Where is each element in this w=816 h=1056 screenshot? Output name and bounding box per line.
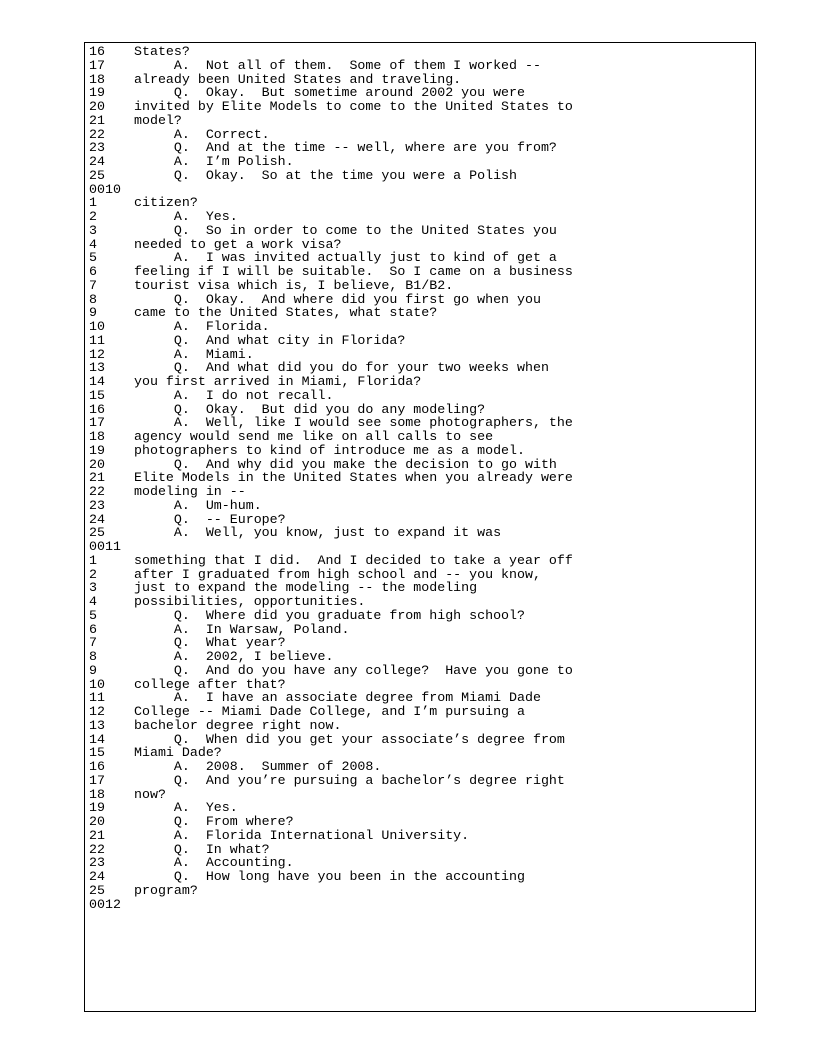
line-number: 16 (89, 44, 105, 59)
transcript-line (89, 678, 751, 692)
line-text: tourist visa which is, I believe, B1/B2. (134, 277, 454, 293)
transcript-line (89, 568, 751, 582)
line-number: 22 (89, 841, 105, 857)
line-number: 9 (89, 662, 97, 678)
transcript-line (89, 59, 751, 73)
line-number: 20 (89, 814, 105, 829)
transcript-line (89, 155, 751, 169)
line-text: citizen? (134, 195, 198, 211)
line-number: 20 (89, 456, 105, 472)
transcript-page-frame (84, 42, 756, 1012)
transcript-line (89, 45, 751, 59)
line-number: 12 (89, 346, 105, 362)
line-number: 18 (89, 429, 105, 444)
transcript-line (89, 141, 751, 155)
line-number: 14 (89, 731, 105, 747)
transcript-line (89, 458, 751, 472)
line-number: 2 (89, 209, 97, 224)
line-number: 10 (89, 319, 105, 334)
line-text: Q. From where? (134, 814, 294, 829)
line-number: 20 (89, 99, 105, 114)
transcript-line (89, 774, 751, 788)
line-text: Q. And at the time -- well, where are you from? (134, 140, 557, 156)
line-text: A. Florida. (134, 319, 270, 334)
deposition-transcript (89, 45, 751, 911)
line-number: 1 (89, 552, 97, 568)
line-text: just to expand the modeling -- the modeling (134, 580, 478, 596)
line-text: A. Miami. (134, 346, 254, 362)
line-text: agency would send me like on all calls to see (134, 429, 494, 444)
transcript-line (89, 389, 751, 403)
line-number: 19 (89, 442, 105, 458)
line-number: 19 (89, 85, 105, 101)
page-number-marker: 0010 (89, 181, 121, 197)
line-number: 3 (89, 580, 97, 596)
line-number: 11 (89, 690, 105, 706)
line-number: 21 (89, 470, 105, 486)
transcript-line (89, 238, 751, 252)
line-number: 17 (89, 415, 105, 431)
line-text: States? (134, 44, 190, 59)
line-number: 3 (89, 222, 97, 238)
line-number: 23 (89, 497, 105, 513)
line-text: Q. Where did you graduate from high school? (134, 607, 525, 623)
line-text: Q. So in order to come to the United States you (134, 222, 557, 238)
transcript-line (89, 375, 751, 389)
line-text: Q. Okay. But sometime around 2002 you were (134, 85, 525, 101)
transcript-line (89, 128, 751, 142)
transcript-line (89, 733, 751, 747)
line-text: A. In Warsaw, Poland. (134, 621, 350, 637)
line-text: photographers to kind of introduce me as a model. (134, 442, 525, 458)
line-number: 21 (89, 112, 105, 128)
transcript-line (89, 856, 751, 870)
line-number: 4 (89, 236, 97, 252)
transcript-line (89, 843, 751, 857)
line-text: A. Yes. (134, 209, 238, 224)
line-number: 21 (89, 827, 105, 843)
transcript-line (89, 348, 751, 362)
line-number: 19 (89, 800, 105, 816)
line-number: 16 (89, 401, 105, 417)
transcript-line (89, 788, 751, 802)
line-number: 6 (89, 264, 97, 279)
line-text: A. I’m Polish. (134, 154, 294, 169)
transcript-line (89, 196, 751, 210)
line-number: 17 (89, 57, 105, 73)
transcript-line (89, 306, 751, 320)
line-number: 25 (89, 525, 105, 541)
transcript-line (89, 403, 751, 417)
line-text: program? (134, 882, 198, 898)
transcript-line (89, 224, 751, 238)
transcript-line (89, 265, 751, 279)
transcript-line (89, 86, 751, 100)
line-number: 1 (89, 195, 97, 211)
line-text: Q. -- Europe? (134, 511, 286, 527)
line-number: 16 (89, 759, 105, 774)
line-text: Q. In what? (134, 841, 270, 857)
transcript-line (89, 169, 751, 183)
transcript-line (89, 279, 751, 293)
transcript-line (89, 334, 751, 348)
line-number: 7 (89, 277, 97, 293)
transcript-line (89, 416, 751, 430)
transcript-line (89, 361, 751, 375)
line-text: Q. Okay. And where did you first go when you (134, 291, 541, 307)
transcript-line (89, 760, 751, 774)
line-text: Q. And what city in Florida? (134, 332, 406, 348)
line-text: bachelor degree right now. (134, 717, 342, 733)
line-text: Elite Models in the United States when you already were (134, 470, 573, 486)
line-text: A. Yes. (134, 800, 238, 816)
transcript-line (89, 595, 751, 609)
line-number: 12 (89, 704, 105, 719)
transcript-line (89, 623, 751, 637)
transcript-line (89, 719, 751, 733)
transcript-line (89, 471, 751, 485)
line-number: 15 (89, 387, 105, 403)
transcript-line (89, 554, 751, 568)
transcript-line (89, 499, 751, 513)
line-number: 25 (89, 167, 105, 183)
transcript-line (89, 801, 751, 815)
line-text: model? (134, 112, 182, 128)
line-number: 8 (89, 291, 97, 307)
line-text: feeling if I will be suitable. So I came on a business (134, 264, 573, 279)
line-text: invited by Elite Models to come to the United States to (134, 99, 573, 114)
line-text: A. 2008. Summer of 2008. (134, 759, 382, 774)
transcript-line (89, 884, 751, 898)
line-number: 23 (89, 855, 105, 871)
transcript-line (89, 526, 751, 540)
transcript-line (89, 485, 751, 499)
transcript-line (89, 293, 751, 307)
line-text: needed to get a work visa? (134, 236, 342, 252)
line-number: 5 (89, 607, 97, 623)
line-number: 18 (89, 786, 105, 802)
line-number: 24 (89, 869, 105, 884)
page-number-marker: 0011 (89, 539, 121, 554)
line-text: already been United States and traveling. (134, 71, 462, 87)
line-text: A. Well, you know, just to expand it was (134, 525, 502, 541)
line-text: A. Florida International University. (134, 827, 470, 843)
line-text: something that I did. And I decided to take a year off (134, 552, 573, 568)
line-number: 23 (89, 140, 105, 156)
line-text: possibilities, opportunities. (134, 594, 366, 609)
line-text: college after that? (134, 676, 286, 692)
transcript-line (89, 251, 751, 265)
line-number: 7 (89, 635, 97, 651)
line-text: you first arrived in Miami, Florida? (134, 374, 422, 389)
transcript-line (89, 320, 751, 334)
line-text: Q. What year? (134, 635, 286, 651)
transcript-line (89, 664, 751, 678)
transcript-line (89, 513, 751, 527)
line-number: 25 (89, 882, 105, 898)
line-text: A. Well, like I would see some photographers, the (134, 415, 573, 431)
transcript-line (89, 100, 751, 114)
line-number: 10 (89, 676, 105, 692)
transcript-line (89, 114, 751, 128)
transcript-line (89, 210, 751, 224)
transcript-line (89, 650, 751, 664)
transcript-line (89, 444, 751, 458)
line-text: Q. How long have you been in the accounting (134, 869, 525, 884)
line-text: modeling in -- (134, 484, 246, 499)
line-text: Q. Okay. So at the time you were a Polish (134, 167, 518, 183)
line-text: A. Correct. (134, 126, 270, 142)
transcript-line (89, 581, 751, 595)
page-number-marker: 0012 (89, 896, 121, 912)
line-text: A. I have an associate degree from Miami Dade (134, 690, 541, 706)
transcript-line (89, 815, 751, 829)
line-text: Q. And do you have any college? Have you gone to (134, 662, 573, 678)
transcript-line (89, 829, 751, 843)
transcript-line (89, 746, 751, 760)
line-text: A. Not all of them. Some of them I worked -- (134, 57, 541, 73)
line-number: 17 (89, 772, 105, 788)
line-text: came to the United States, what state? (134, 305, 438, 321)
transcript-line (89, 609, 751, 623)
line-number: 11 (89, 332, 105, 348)
transcript-line (89, 691, 751, 705)
line-text: A. Um-hum. (134, 497, 262, 513)
line-number: 8 (89, 649, 97, 664)
line-text: College -- Miami Dade College, and I’m pursuing a (134, 704, 525, 719)
line-text: A. Accounting. (134, 855, 294, 871)
line-text: Miami Dade? (134, 745, 222, 761)
line-text: Q. Okay. But did you do any modeling? (134, 401, 486, 417)
line-text: Q. And why did you make the decision to go with (134, 456, 557, 472)
line-number: 18 (89, 71, 105, 87)
line-number: 2 (89, 566, 97, 582)
line-text: now? (134, 786, 166, 802)
line-text: Q. When did you get your associate’s degree from (134, 731, 565, 747)
transcript-line (89, 870, 751, 884)
transcript-line (89, 73, 751, 87)
line-number: 4 (89, 594, 97, 609)
line-number: 9 (89, 305, 97, 321)
line-text: Q. And you’re pursuing a bachelor’s degree right (134, 772, 565, 788)
line-number: 15 (89, 745, 105, 761)
line-number: 24 (89, 511, 105, 527)
line-text: Q. And what did you do for your two weeks when (134, 360, 549, 376)
transcript-line (89, 636, 751, 650)
line-number: 22 (89, 126, 105, 142)
line-text: A. 2002, I believe. (134, 649, 334, 664)
line-text: after I graduated from high school and -- you know, (134, 566, 541, 582)
line-number: 14 (89, 374, 105, 389)
transcript-line (89, 430, 751, 444)
line-number: 24 (89, 154, 105, 169)
line-text: A. I do not recall. (134, 387, 334, 403)
transcript-line (89, 705, 751, 719)
line-text: A. I was invited actually just to kind of get a (134, 250, 557, 266)
line-number: 5 (89, 250, 97, 266)
line-number: 22 (89, 484, 105, 499)
line-number: 13 (89, 360, 105, 376)
line-number: 13 (89, 717, 105, 733)
line-number: 6 (89, 621, 97, 637)
